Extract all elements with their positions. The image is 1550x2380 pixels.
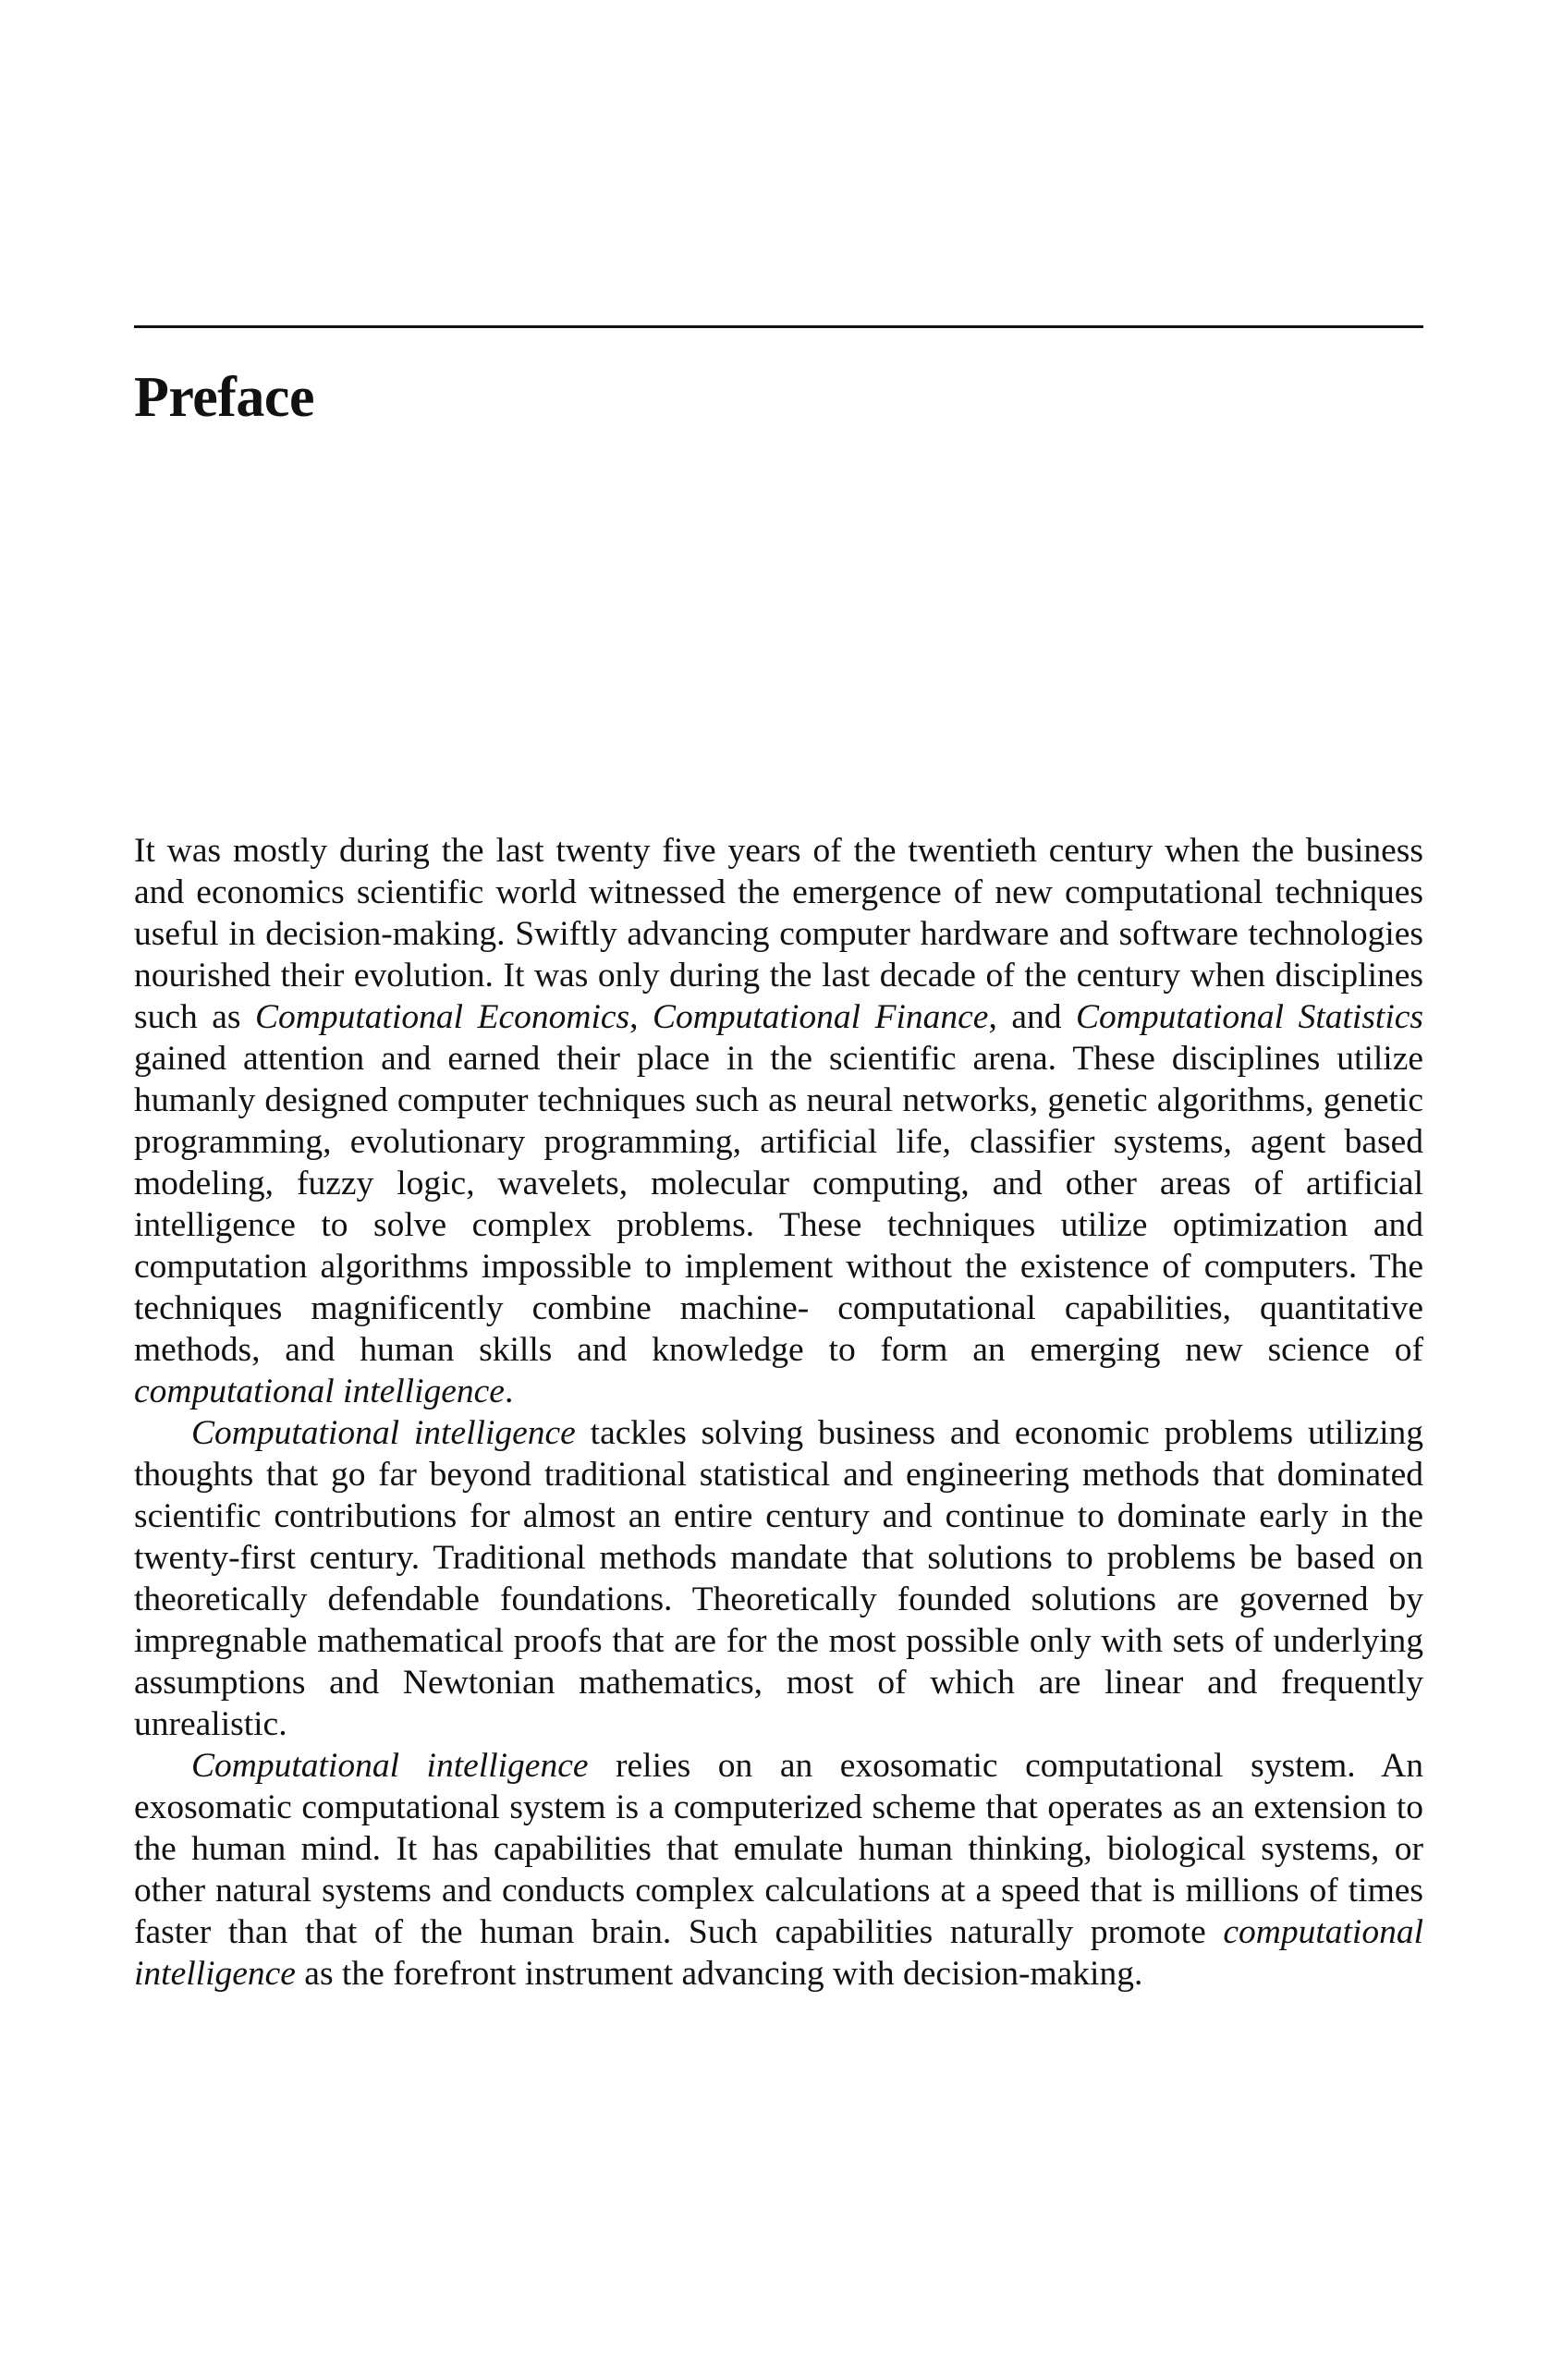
text-run: as the forefront instrument advancing with decision-making.	[295, 1955, 1143, 1993]
text-run: ,	[629, 998, 653, 1036]
text-run: relies on an exosomatic computational system. An exosomatic computational system is a computerized scheme that operates as an extension to the human mind. It has capabilities that emulate human thinking, biological systems, or other natural systems and conducts complex calculations at a speed that is millions of times faster than that of the human brain. Such capabilities naturally promote	[134, 1747, 1423, 1951]
italic-term: computational intelligence	[134, 1373, 505, 1410]
text-run: It was mostly during the last twenty five years of the twentieth century when the business and economics scientific world witnessed the emergence of new computational techniques useful in decision-making. Swiftly advancing computer hardware and software technologies nourished their evolution. It was only during the last decade of the century when disciplines such as	[134, 832, 1423, 1036]
text-run: gained attention and earned their place in the scientific arena. These disciplines utilize humanly designed computer techniques such as neural networks, genetic algorithms, genetic programming, evolutionary programming, artificial life, classifier systems, agent based modeling, fuzzy logic, wavelets, molecular computing, and other areas of artificial intelligence to solve complex problems. These techniques utilize optimization and computation algorithms impossible to implement without the existence of computers. The techniques magnificently combine machine- computational capabilities, quantitative methods, and human skills and knowledge to form an emerging new science of	[134, 1040, 1423, 1369]
body-text	[134, 830, 1423, 1995]
chapter-title: Preface	[134, 366, 314, 429]
paragraph-3	[134, 1745, 1423, 1995]
italic-term: computational intelligence	[134, 1913, 1423, 1993]
italic-term: Computational Finance	[653, 998, 989, 1036]
text-run: , and	[988, 998, 1077, 1036]
paragraph-1	[134, 830, 1423, 1412]
italic-term: Computational intelligence	[191, 1414, 576, 1452]
text-run: .	[504, 1373, 514, 1410]
italic-term: Computational intelligence	[191, 1747, 589, 1785]
paragraph-2	[134, 1412, 1423, 1745]
chapter-rule	[134, 325, 1423, 328]
italic-term: Computational Economics	[255, 998, 630, 1036]
italic-term: Computational Statistics	[1076, 998, 1423, 1036]
text-run: tackles solving business and economic problems utilizing thoughts that go far beyond traditional statistical and engineering methods that dominated scientific contributions for almost an entire century and continue to dominate early in the twenty-first century. Traditional methods mandate that solutions to problems be based on theoretically defendable foundations. Theoretically founded solutions are governed by impregnable mathematical proofs that are for the most possible only with sets of underlying assumptions and Newtonian mathematics, most of which are linear and frequently unrealistic.	[134, 1414, 1423, 1743]
